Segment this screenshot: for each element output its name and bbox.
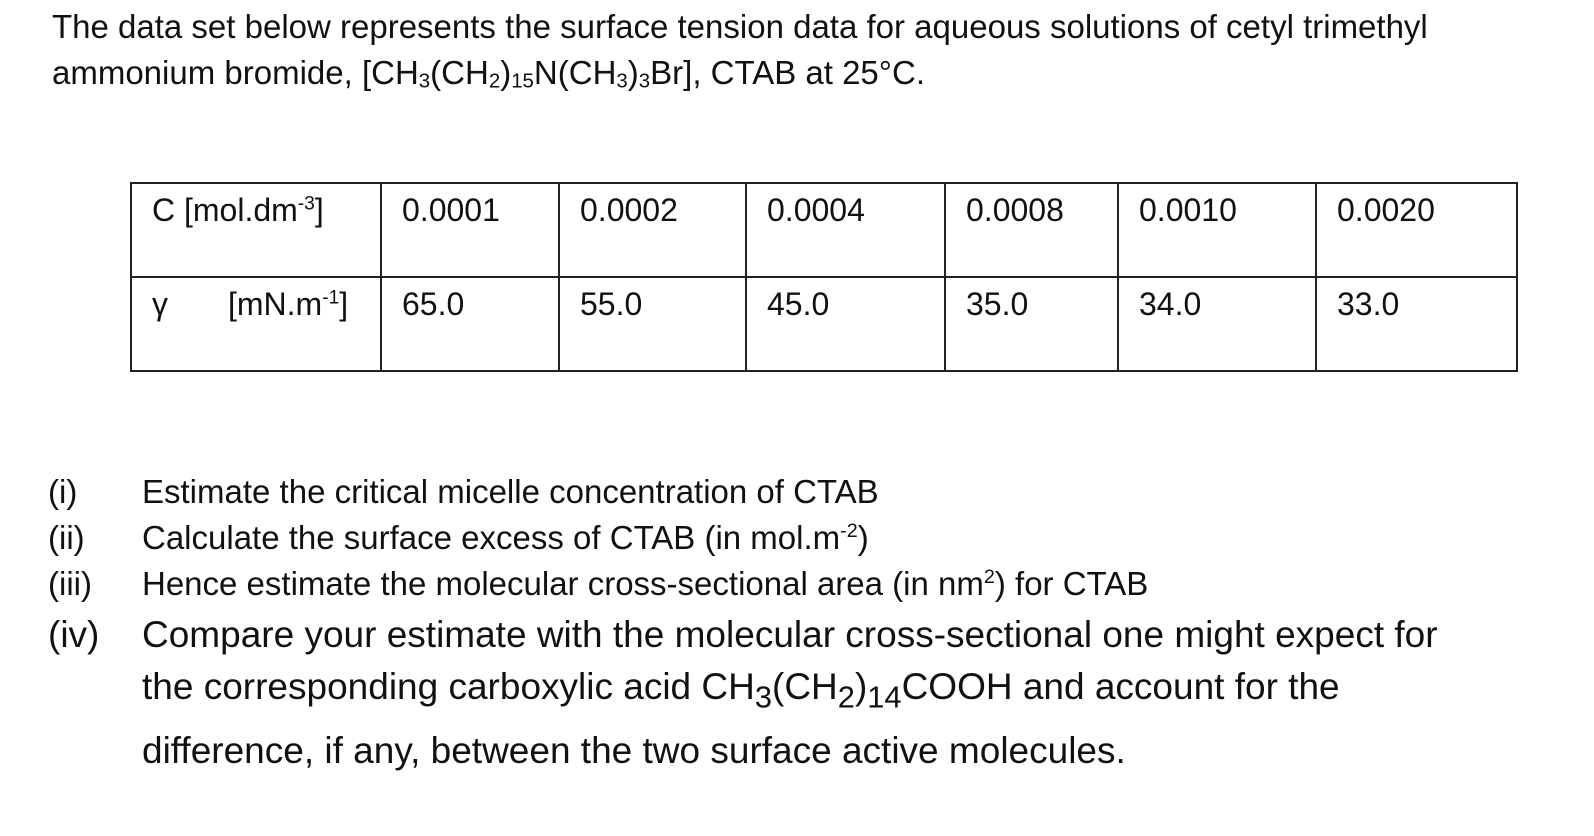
question-text: Compare your estimate with the molecular cross-sectional one might expect for (142, 614, 1438, 655)
intro-subscript: 3 (616, 69, 628, 93)
question-text-part: the corresponding carboxylic acid CH (142, 666, 755, 707)
formula-subscript: 14 (867, 679, 902, 715)
question-text-part: ) (854, 666, 868, 707)
concentration-label: C [mol.dm (152, 192, 298, 228)
concentration-cell: 0.0008 (945, 183, 1118, 277)
intro-subscript: 3 (418, 69, 431, 93)
question-number: (i) (48, 473, 78, 510)
question-text: Estimate the critical micelle concentration of CTAB (142, 473, 879, 510)
concentration-header (131, 183, 381, 277)
concentration-label-close: ] (314, 192, 324, 228)
surface-tension-header (131, 277, 381, 371)
concentration-cell: 0.0020 (1316, 183, 1517, 277)
problem-intro (52, 4, 1572, 96)
concentration-exponent: -3 (297, 193, 315, 215)
question-number: (ii) (48, 519, 85, 556)
intro-subscript: 15 (511, 69, 534, 93)
question-text-part: Calculate the surface excess of CTAB (in mol.m (142, 519, 841, 556)
tension-label: [mN.m (228, 286, 323, 322)
tension-label-close: ] (339, 286, 349, 322)
question-number: (iii) (48, 565, 92, 602)
intro-text: N(CH (533, 54, 617, 91)
surface-tension-row (131, 277, 1517, 371)
concentration-cell: 0.0004 (746, 183, 945, 277)
question-text (142, 564, 1148, 604)
intro-text: ) (627, 54, 639, 91)
question-iv-line-2 (142, 662, 1340, 722)
question-exponent: -2 (840, 520, 858, 542)
concentration-row (131, 183, 1517, 277)
intro-text: ammonium bromide, [CH (52, 54, 419, 91)
tension-cell: 55.0 (559, 277, 746, 371)
tension-cell: 45.0 (746, 277, 945, 371)
tension-exponent: -1 (322, 287, 340, 309)
question-text-part: (CH (772, 666, 838, 707)
intro-text: ) (500, 54, 512, 91)
intro-line-1: The data set below represents the surface tension data for aqueous solutions of cetyl trimethyl (52, 8, 1428, 45)
intro-text: Br], CTAB at 25°C. (650, 54, 925, 91)
intro-subscript: 3 (638, 69, 651, 93)
concentration-cell: 0.0001 (381, 183, 559, 277)
tension-cell: 65.0 (381, 277, 559, 371)
gamma-symbol: γ (152, 286, 168, 322)
intro-subscript: 2 (488, 69, 501, 93)
surface-tension-table (130, 182, 1518, 372)
tension-cell: 33.0 (1316, 277, 1517, 371)
question-number: (iv) (48, 614, 100, 655)
tension-cell: 35.0 (945, 277, 1118, 371)
formula-subscript: 2 (837, 679, 855, 715)
question-text-part: COOH and account for the (901, 666, 1340, 707)
concentration-cell: 0.0010 (1118, 183, 1316, 277)
formula-subscript: 3 (754, 679, 773, 715)
question-text-part: Hence estimate the molecular cross-sectional area (in nm (142, 565, 984, 602)
intro-line-2 (52, 50, 1572, 96)
question-exponent: 2 (983, 566, 995, 588)
concentration-cell: 0.0002 (559, 183, 746, 277)
question-text-part: ) (857, 519, 869, 556)
question-iv-line-3: difference, if any, between the two surface active molecules. (142, 730, 1126, 771)
tension-cell: 34.0 (1118, 277, 1316, 371)
question-text-part: ) for CTAB (994, 565, 1149, 602)
question-text (142, 518, 869, 558)
intro-text: (CH (430, 54, 489, 91)
